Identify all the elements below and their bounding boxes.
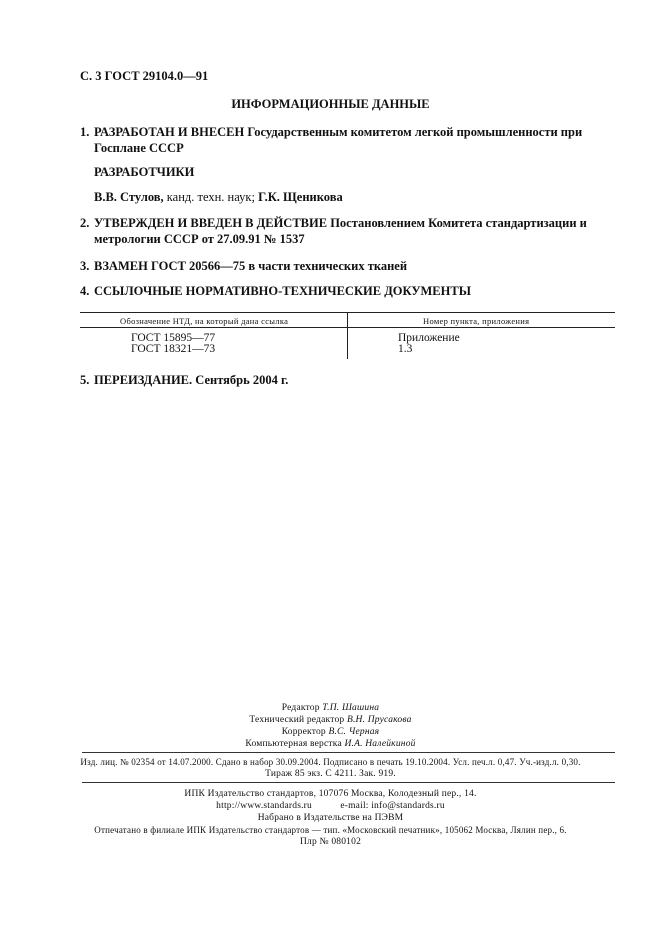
item-lead: ССЫЛОЧНЫЕ НОРМАТИВНО-ТЕХНИЧЕСКИЕ ДОКУМЕНТЫ [94,284,471,298]
imprint-printed: Отпечатано в филиале ИПК Издательство стандартов — тип. «Московский печатник», 105062 Москва, Лялин пер., 6. [94,825,567,835]
developer-name: Г.К. Щеникова [258,190,343,204]
imprint-corrector [0,726,661,738]
info-item-4 [80,283,620,299]
imprint-editor [0,702,661,714]
item-number: 1. [80,125,90,139]
imprint-person: В.Н. Прусакова [346,715,412,725]
imprint-publishing-line: Изд. лиц. № 02354 от 14.07.2000. Сдано в набор 30.09.2004. Подписано в печать 19.10.2004. Усл. печ.л. 0,47. Уч.-изд.л. 0,30. [80,757,581,767]
table-cell-doc: ГОСТ 18321—73 [131,343,216,355]
imprint-label: Редактор [281,703,323,713]
table-cell-ref: 1.3 [398,343,413,355]
reference-table [80,312,615,359]
section-title: ИНФОРМАЦИОННЫЕ ДАННЫЕ [231,97,430,111]
imprint-tech-editor [0,714,661,726]
item-lead: УТВЕРЖДЕН И ВВЕДЕН В ДЕЙСТВИЕ [94,216,328,230]
imprint-contacts [0,800,661,812]
item-number: 4. [80,284,90,298]
imprint-web-link[interactable]: http://www.standards.ru [216,801,312,811]
item-lead: РАЗРАБОТАН И ВНЕСЕН [94,125,245,139]
imprint-label: Корректор [281,727,329,737]
developers-heading: РАЗРАБОТЧИКИ [94,165,195,179]
item-text: Постановлением Комитета стандартизации и метрологии СССР от 27.09.91 № 1537 [94,216,587,246]
imprint-person: Т.П. Шашина [322,703,380,713]
table-header-ref: Номер пункта, приложения [423,316,530,326]
imprint-divider [82,752,615,753]
imprint-plr: Плр № 080102 [299,837,362,847]
item-lead: ВЗАМЕН ГОСТ 20566—75 [94,259,246,273]
item-text: Государственным комитетом легкой промышленности при Госплане СССР [94,125,583,155]
imprint-person: И.А. Налейкиной [344,739,416,749]
imprint-label: Компьютерная верстка [245,739,345,749]
imprint-layout [0,738,661,750]
imprint-typeset: Набрано в Издательстве на ПЭВМ [257,813,404,823]
imprint-email[interactable]: e-mail: info@standards.ru [340,801,445,811]
info-item-2 [80,215,620,247]
page-header: С. 3 ГОСТ 29104.0—91 [80,69,209,83]
table-cell-ref: Приложение [398,332,460,344]
imprint-label: Технический редактор [249,715,347,725]
developer-degree: канд. техн. наук; [163,190,259,204]
table-header-doc: Обозначение НТД, на который дана ссылка [120,316,289,326]
info-item-3 [80,258,620,274]
developer-name: В.В. Стулов, [94,190,164,204]
item-number: 2. [80,216,90,230]
item-lead: ПЕРЕИЗДАНИЕ. [94,373,193,387]
table-column-divider [347,312,348,359]
item-number: 3. [80,259,90,273]
item-text: в части технических тканей [245,259,408,273]
imprint-circulation: Тираж 85 экз. С 4211. Зак. 919. [265,769,396,779]
imprint-divider [82,782,615,783]
info-item-5 [80,372,620,388]
imprint-person: В.С. Черная [328,727,380,737]
table-cell-doc: ГОСТ 15895—77 [131,332,216,344]
imprint-publisher: ИПК Издательство стандартов, 107076 Москва, Колодезный пер., 14. [184,789,477,799]
item-text: Сентябрь 2004 г. [192,373,289,387]
info-item-1 [80,124,620,156]
item-number: 5. [80,373,90,387]
developers-list [94,190,343,205]
